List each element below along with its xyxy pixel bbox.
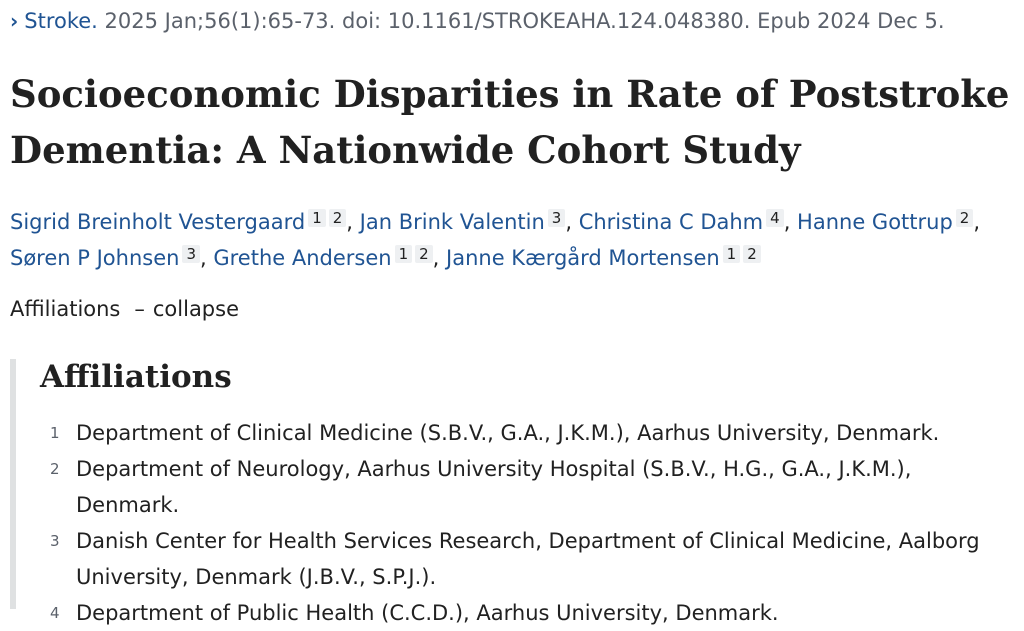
affiliation-number-button[interactable]: 3 bbox=[182, 245, 200, 263]
affiliation-number-button[interactable]: 2 bbox=[415, 245, 433, 263]
collapse-button[interactable]: collapse bbox=[152, 297, 239, 321]
author-item bbox=[10, 210, 360, 234]
author-separator: , bbox=[432, 246, 447, 270]
affiliations-toggle[interactable] bbox=[10, 297, 239, 321]
author-separator: , bbox=[783, 210, 798, 234]
author-item bbox=[579, 210, 797, 234]
affiliations-heading: Affiliations bbox=[40, 359, 232, 395]
author-separator: , bbox=[346, 210, 360, 234]
author-list bbox=[10, 204, 1015, 276]
citation-line bbox=[10, 9, 945, 33]
affiliation-text: Danish Center for Health Services Research, Department of Clinical Medicine, Aalborg University, Denmark (J.B.V., S.P.J.). bbox=[76, 529, 980, 589]
affiliation-number-button[interactable]: 2 bbox=[743, 245, 761, 263]
author-name-link[interactable]: Jan Brink Valentin bbox=[359, 210, 545, 234]
affiliation-number: 2 bbox=[50, 460, 60, 478]
author-name-link[interactable]: Janne Kærgård Mortensen bbox=[446, 246, 720, 270]
author-name-link[interactable]: Hanne Gottrup bbox=[797, 210, 953, 234]
author-name-link[interactable]: Grethe Andersen bbox=[213, 246, 392, 270]
author-item bbox=[360, 210, 579, 234]
journal-link[interactable]: Stroke. bbox=[24, 9, 98, 33]
affiliation-number: 4 bbox=[50, 604, 60, 622]
affiliation-item bbox=[50, 415, 1020, 451]
affiliations-list bbox=[50, 415, 1020, 631]
affiliation-number-button[interactable]: 4 bbox=[766, 209, 784, 227]
affiliation-item bbox=[50, 451, 1020, 523]
author-item bbox=[797, 210, 980, 234]
affiliation-item bbox=[50, 523, 1020, 595]
affiliation-number-button[interactable]: 2 bbox=[956, 209, 974, 227]
author-item bbox=[446, 246, 761, 270]
author-separator: , bbox=[199, 246, 214, 270]
affiliation-number: 3 bbox=[50, 532, 60, 550]
author-name-link[interactable]: Søren P Johnsen bbox=[10, 246, 180, 270]
author-name-link[interactable]: Sigrid Breinholt Vestergaard bbox=[10, 210, 306, 234]
affiliation-number-button[interactable]: 1 bbox=[308, 209, 326, 227]
author-name-link[interactable]: Christina C Dahm bbox=[578, 210, 764, 234]
collapse-dash-icon: – bbox=[134, 297, 145, 321]
affiliation-number-button[interactable]: 3 bbox=[548, 209, 566, 227]
affiliation-number: 1 bbox=[50, 424, 60, 442]
author-item bbox=[10, 246, 213, 270]
affiliations-panel bbox=[10, 359, 1021, 625]
affiliation-text: Department of Neurology, Aarhus University Hospital (S.B.V., H.G., G.A., J.K.M.), Denmark. bbox=[76, 457, 912, 517]
affiliation-text: Department of Public Health (C.C.D.), Aarhus University, Denmark. bbox=[76, 601, 779, 625]
citation-details: 2025 Jan;56(1):65-73. doi: 10.1161/STROKEAHA.124.048380. Epub 2024 Dec 5. bbox=[104, 9, 945, 33]
affiliation-number-button[interactable]: 1 bbox=[723, 245, 741, 263]
author-separator: , bbox=[973, 210, 981, 234]
affiliation-item bbox=[50, 595, 1020, 631]
affiliations-toggle-label: Affiliations bbox=[10, 297, 121, 321]
affiliation-number-button[interactable]: 2 bbox=[329, 209, 347, 227]
author-separator: , bbox=[565, 210, 579, 234]
affiliation-text: Department of Clinical Medicine (S.B.V., G.A., J.K.M.), Aarhus University, Denmark. bbox=[76, 421, 940, 445]
article-title: Socioeconomic Disparities in Rate of Poststroke Dementia: A Nationwide Cohort Study bbox=[10, 72, 1010, 172]
affiliation-number-button[interactable]: 1 bbox=[395, 245, 413, 263]
chevron-right-icon[interactable]: › bbox=[10, 9, 19, 33]
author-item bbox=[213, 246, 446, 270]
